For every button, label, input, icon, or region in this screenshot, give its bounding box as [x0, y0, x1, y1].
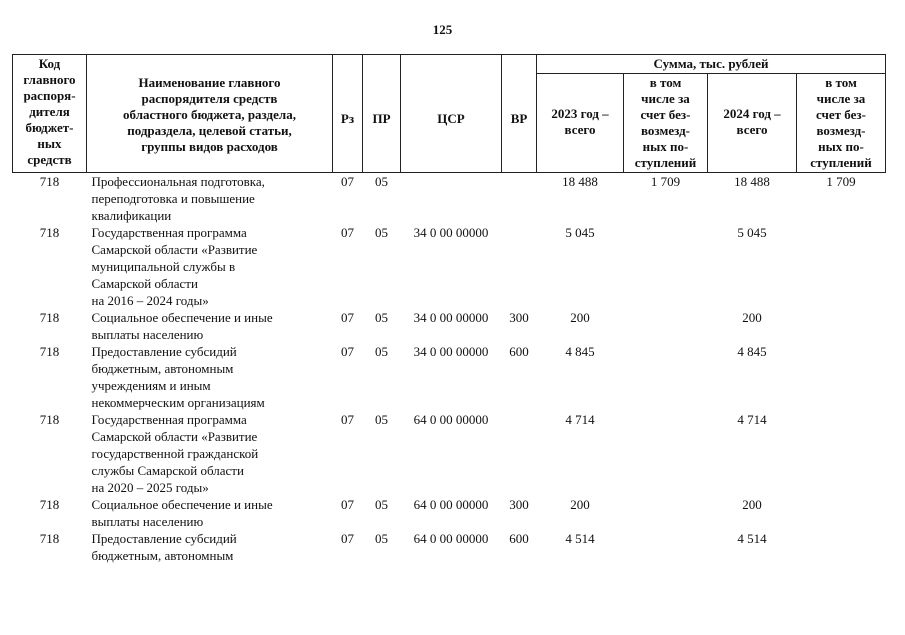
cell-pr: 05 [375, 531, 388, 546]
cell-2023-free [624, 343, 708, 411]
cell-2024-total: 200 [742, 497, 762, 512]
cell-name: Государственная программа Самарской области «Развитие государственной гражданской службы Самарской области на 2020 – 2025 годы» [91, 412, 259, 495]
cell-code: 718 [39, 344, 60, 359]
cell-csr: 64 0 00 00000 [413, 531, 489, 546]
cell-2024-total: 4 845 [737, 344, 767, 359]
cell-csr: 34 0 00 00000 [413, 225, 489, 240]
cell-pr: 05 [375, 174, 388, 189]
cell-2024-total: 4 714 [737, 412, 767, 427]
cell-pr: 05 [375, 225, 388, 240]
cell-pr: 05 [375, 412, 388, 427]
cell-2024-total: 4 514 [737, 531, 767, 546]
cell-name: Предоставление субсидий бюджетным, автономным учреждениям и иным некоммерческим организациям [91, 344, 265, 410]
cell-vr: 600 [509, 344, 529, 359]
cell-2023-free [624, 309, 708, 343]
cell-2024-total: 5 045 [737, 225, 767, 240]
header-2024-total: 2024 год – всего [708, 74, 797, 173]
cell-vr [502, 224, 537, 309]
cell-pr: 05 [375, 344, 388, 359]
page-number: 125 [432, 22, 453, 37]
table-header [13, 55, 886, 173]
cell-2023-free: 1 709 [650, 174, 681, 189]
cell-name: Социальное обеспечение и иные выплаты населению [91, 310, 273, 342]
cell-2023-free [624, 224, 708, 309]
cell-code: 718 [39, 310, 60, 325]
cell-2024-free [797, 411, 886, 496]
header-2023-total: 2023 год – всего [537, 74, 624, 173]
cell-2023-total: 200 [570, 497, 590, 512]
cell-csr: 64 0 00 00000 [413, 412, 489, 427]
cell-2024-free [797, 224, 886, 309]
cell-2023-total: 4 845 [565, 344, 595, 359]
header-2023-free: в том числе за счет без- возмезд- ных по- ступлений [624, 74, 708, 173]
cell-vr [502, 411, 537, 496]
cell-rz: 07 [341, 531, 354, 546]
header-csr: ЦСР [401, 55, 502, 173]
cell-rz: 07 [341, 225, 354, 240]
cell-pr: 05 [375, 497, 388, 512]
header-sum: Сумма, тыс. рублей [537, 55, 886, 74]
cell-code: 718 [39, 174, 60, 189]
budget-table [12, 54, 886, 564]
table-row [13, 224, 886, 309]
cell-2024-free [797, 530, 886, 564]
cell-code: 718 [39, 412, 60, 427]
cell-csr [401, 173, 502, 225]
table-row [13, 411, 886, 496]
cell-2024-total: 200 [742, 310, 762, 325]
cell-code: 718 [39, 225, 60, 240]
header-pr: ПР [363, 55, 401, 173]
cell-code: 718 [39, 497, 60, 512]
cell-name: Государственная программа Самарской области «Развитие муниципальной службы в Самарской области на 2016 – 2024 годы» [91, 225, 258, 308]
cell-vr: 300 [509, 497, 529, 512]
cell-vr: 300 [509, 310, 529, 325]
cell-2023-total: 18 488 [562, 174, 598, 189]
cell-2024-free [797, 309, 886, 343]
table-row [13, 496, 886, 530]
cell-csr: 34 0 00 00000 [413, 310, 489, 325]
cell-2024-free: 1 709 [826, 174, 856, 189]
cell-2023-free [624, 530, 708, 564]
header-2024-free: в том числе за счет без- возмезд- ных по- ступлений [797, 74, 886, 173]
header-rz: Рз [333, 55, 363, 173]
table-body [13, 173, 886, 565]
cell-csr: 34 0 00 00000 [413, 344, 489, 359]
cell-vr [502, 173, 537, 225]
cell-name: Предоставление субсидий бюджетным, автономным [91, 531, 237, 563]
cell-rz: 07 [341, 412, 354, 427]
cell-2023-total: 4 714 [565, 412, 595, 427]
cell-rz: 07 [341, 497, 354, 512]
cell-pr: 05 [375, 310, 388, 325]
cell-rz: 07 [341, 344, 354, 359]
table-row [13, 343, 886, 411]
cell-2023-free [624, 411, 708, 496]
header-code: Код главного распоря- дителя бюджет- ных средств [13, 55, 87, 173]
cell-2023-free [624, 496, 708, 530]
cell-vr: 600 [509, 531, 529, 546]
cell-name: Профессиональная подготовка, переподготовка и повышение квалификации [91, 174, 265, 223]
cell-2024-free [797, 496, 886, 530]
cell-rz: 07 [341, 310, 354, 325]
cell-2023-total: 5 045 [565, 225, 595, 240]
table-row [13, 173, 886, 225]
cell-csr: 64 0 00 00000 [413, 497, 489, 512]
cell-2023-total: 4 514 [565, 531, 595, 546]
header-vr: ВР [502, 55, 537, 173]
cell-code: 718 [39, 531, 60, 546]
cell-2024-free [797, 343, 886, 411]
cell-2024-total: 18 488 [734, 174, 770, 189]
table-row [13, 309, 886, 343]
table-row [13, 530, 886, 564]
cell-rz: 07 [341, 174, 354, 189]
cell-name: Социальное обеспечение и иные выплаты населению [91, 497, 273, 529]
header-name: Наименование главного распорядителя средств областного бюджета, раздела, подраздела, целевой статьи, группы видов расходов [87, 55, 333, 173]
cell-2023-total: 200 [570, 310, 590, 325]
